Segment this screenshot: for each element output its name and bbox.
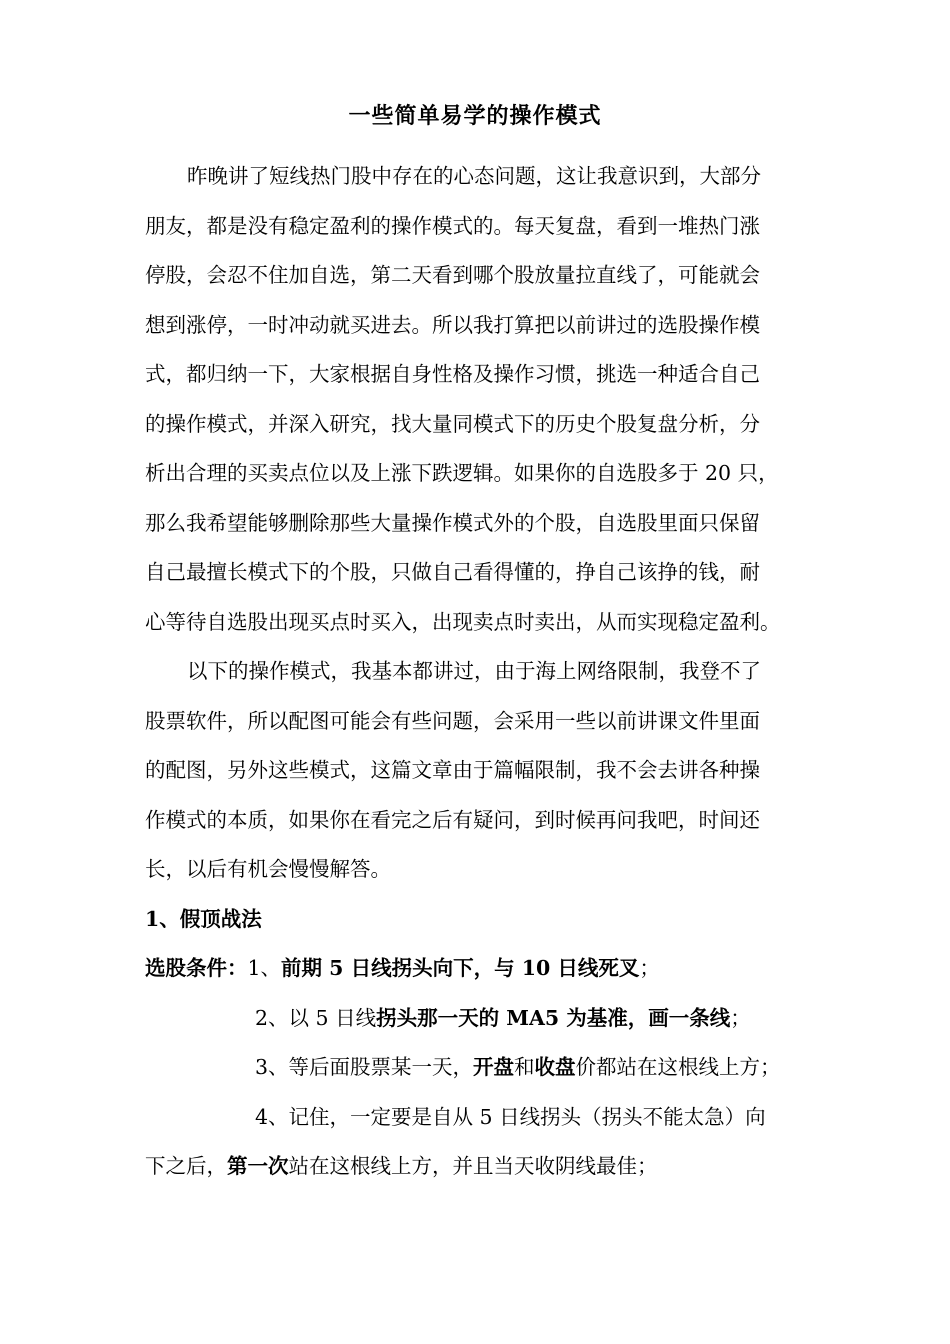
condition-2-bold: 拐头那一天的 MA5 为基准，画一条线 bbox=[376, 1005, 731, 1030]
condition-1-end: ； bbox=[639, 956, 660, 980]
paragraph-line: 停股，会忍不住加自选，第二天看到哪个股放量拉直线了，可能就会 bbox=[145, 263, 760, 287]
paragraph-line: 心等待自选股出现买点时买入，出现卖点时卖出，从而实现稳定盈利。 bbox=[145, 609, 781, 634]
condition-3-and: 和 bbox=[514, 1055, 535, 1079]
condition-1 bbox=[145, 944, 820, 994]
paragraph-line: 想到涨停，一时冲动就买进去。所以我打算把以前讲过的选股操作模 bbox=[145, 312, 760, 337]
paragraph-line: 式，都归纳一下，大家根据自身性格及操作习惯，挑选一种适合自己 bbox=[145, 362, 760, 386]
document-title: 一些简单易学的操作模式 bbox=[348, 103, 602, 129]
condition-4-start: 下之后， bbox=[145, 1154, 227, 1178]
condition-2-start: 2、以 5 日线 bbox=[255, 1005, 377, 1030]
condition-3-close: 收盘 bbox=[534, 1055, 576, 1079]
condition-label: 选股条件： bbox=[145, 956, 248, 980]
paragraph-line: 以下的操作模式，我基本都讲过，由于海上网络限制，我登不了 bbox=[187, 659, 761, 683]
document-body bbox=[145, 152, 820, 1192]
paragraph-line: 自己最擅长模式下的个股，只做自己看得懂的，挣自己该挣的钱，耐 bbox=[145, 560, 760, 584]
paragraph-line: 作模式的本质，如果你在看完之后有疑问，到时候再问我吧，时间还 bbox=[145, 807, 760, 832]
condition-1-bold: 前期 5 日线拐头向下，与 10 日线死叉 bbox=[281, 956, 640, 980]
condition-3-open: 开盘 bbox=[473, 1055, 515, 1079]
condition-3-start: 3、等后面股票某一天， bbox=[255, 1055, 474, 1079]
condition-4-end: 站在这根线上方，并且当天收阴线最佳； bbox=[288, 1154, 658, 1178]
paragraph-line: 股票软件，所以配图可能会有些问题，会采用一些以前讲课文件里面 bbox=[145, 708, 760, 733]
condition-4-bold: 第一次 bbox=[227, 1154, 289, 1178]
condition-4: 4、记住，一定要是自从 5 日线拐头（拐头不能太急）向 bbox=[255, 1104, 766, 1129]
condition-3-end: 价都站在这根线上方； bbox=[575, 1055, 781, 1079]
paragraph-line: 析出合理的买卖点位以及上涨下跌逻辑。如果你的自选股多于 20 只， bbox=[145, 461, 779, 485]
condition-4-continued bbox=[145, 1142, 820, 1192]
section-heading: 1、假顶战法 bbox=[145, 906, 262, 931]
condition-2-end: ； bbox=[730, 1005, 751, 1030]
paragraph-line: 昨晚讲了短线热门股中存在的心态问题，这让我意识到，大部分 bbox=[187, 164, 761, 188]
paragraph-line: 那么我希望能够删除那些大量操作模式外的个股，自选股里面只保留 bbox=[145, 510, 760, 535]
condition-3 bbox=[145, 1043, 820, 1093]
paragraph-line: 的配图，另外这些模式，这篇文章由于篇幅限制，我不会去讲各种操 bbox=[145, 758, 760, 782]
paragraph-line: 长，以后有机会慢慢解答。 bbox=[145, 857, 391, 881]
paragraph-line: 朋友，都是没有稳定盈利的操作模式的。每天复盘，看到一堆热门涨 bbox=[145, 213, 760, 238]
condition-1-number: 1、 bbox=[247, 956, 282, 980]
paragraph-line: 的操作模式，并深入研究，找大量同模式下的历史个股复盘分析，分 bbox=[145, 411, 760, 436]
condition-2 bbox=[145, 994, 820, 1044]
